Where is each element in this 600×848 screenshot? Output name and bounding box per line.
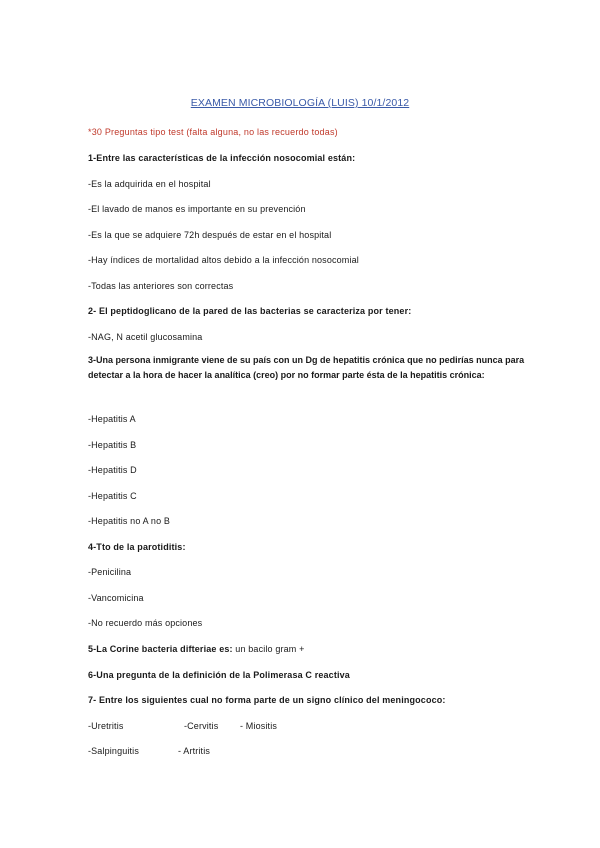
q7-option-salpinguitis: -Salpinguitis <box>88 746 139 756</box>
q2-option-1: -NAG, N acetil glucosamina <box>88 332 203 342</box>
q3-option-2: -Hepatitis B <box>88 440 137 450</box>
question-7: 7- Entre los siguientes cual no forma parte de un signo clínico del meningococo: <box>88 695 446 705</box>
document-title: EXAMEN MICROBIOLOGÍA (LUIS) 10/1/2012 <box>190 97 410 109</box>
q4-option-1: -Penicilina <box>88 567 132 577</box>
question-6: 6-Una pregunta de la definición de la Polimerasa C reactiva <box>88 670 350 680</box>
q4-option-2: -Vancomicina <box>88 593 144 603</box>
q7-options-row-2 <box>88 745 448 757</box>
q4-option-3: -No recuerdo más opciones <box>88 618 203 628</box>
exam-note: *30 Preguntas tipo test (falta alguna, no las recuerdo todas) <box>88 127 338 137</box>
question-3: 3-Una persona inmigrante viene de su país con un Dg de hepatitis crónica que no pedirías nunca para detectar a la hora de hacer la analítica (creo) por no formar parte ésta de la hepatitis crónica: <box>88 355 525 380</box>
q3-option-5: -Hepatitis no A no B <box>88 516 171 526</box>
question-5-text: 5-La Corine bacteria difteriae es: <box>88 644 233 654</box>
q3-option-1: -Hepatitis A <box>88 414 136 424</box>
q7-option-uretritis: -Uretritis <box>88 721 124 731</box>
q1-option-2: -El lavado de manos es importante en su prevención <box>88 204 306 214</box>
question-5-answer: un bacilo gram + <box>232 644 305 654</box>
q7-options-row-1 <box>88 720 448 732</box>
question-2: 2- El peptidoglicano de la pared de las bacterias se caracteriza por tener: <box>88 306 412 316</box>
q7-option-artritis: - Artritis <box>178 746 210 756</box>
question-4: 4-Tto de la parotiditis: <box>88 542 186 552</box>
q7-option-cervitis: -Cervitis <box>184 721 219 731</box>
q7-option-miositis: - Miositis <box>240 721 277 731</box>
q1-option-1: -Es la adquirida en el hospital <box>88 179 211 189</box>
q3-option-3: -Hepatitis D <box>88 465 137 475</box>
question-1: 1-Entre las características de la infección nosocomial están: <box>88 153 356 163</box>
question-5 <box>88 643 305 655</box>
q1-option-3: -Es la que se adquiere 72h después de estar en el hospital <box>88 230 332 240</box>
q3-option-4: -Hepatitis C <box>88 491 137 501</box>
q1-option-5: -Todas las anteriores son correctas <box>88 281 234 291</box>
q1-option-4: -Hay índices de mortalidad altos debido a la infección nosocomial <box>88 255 359 265</box>
